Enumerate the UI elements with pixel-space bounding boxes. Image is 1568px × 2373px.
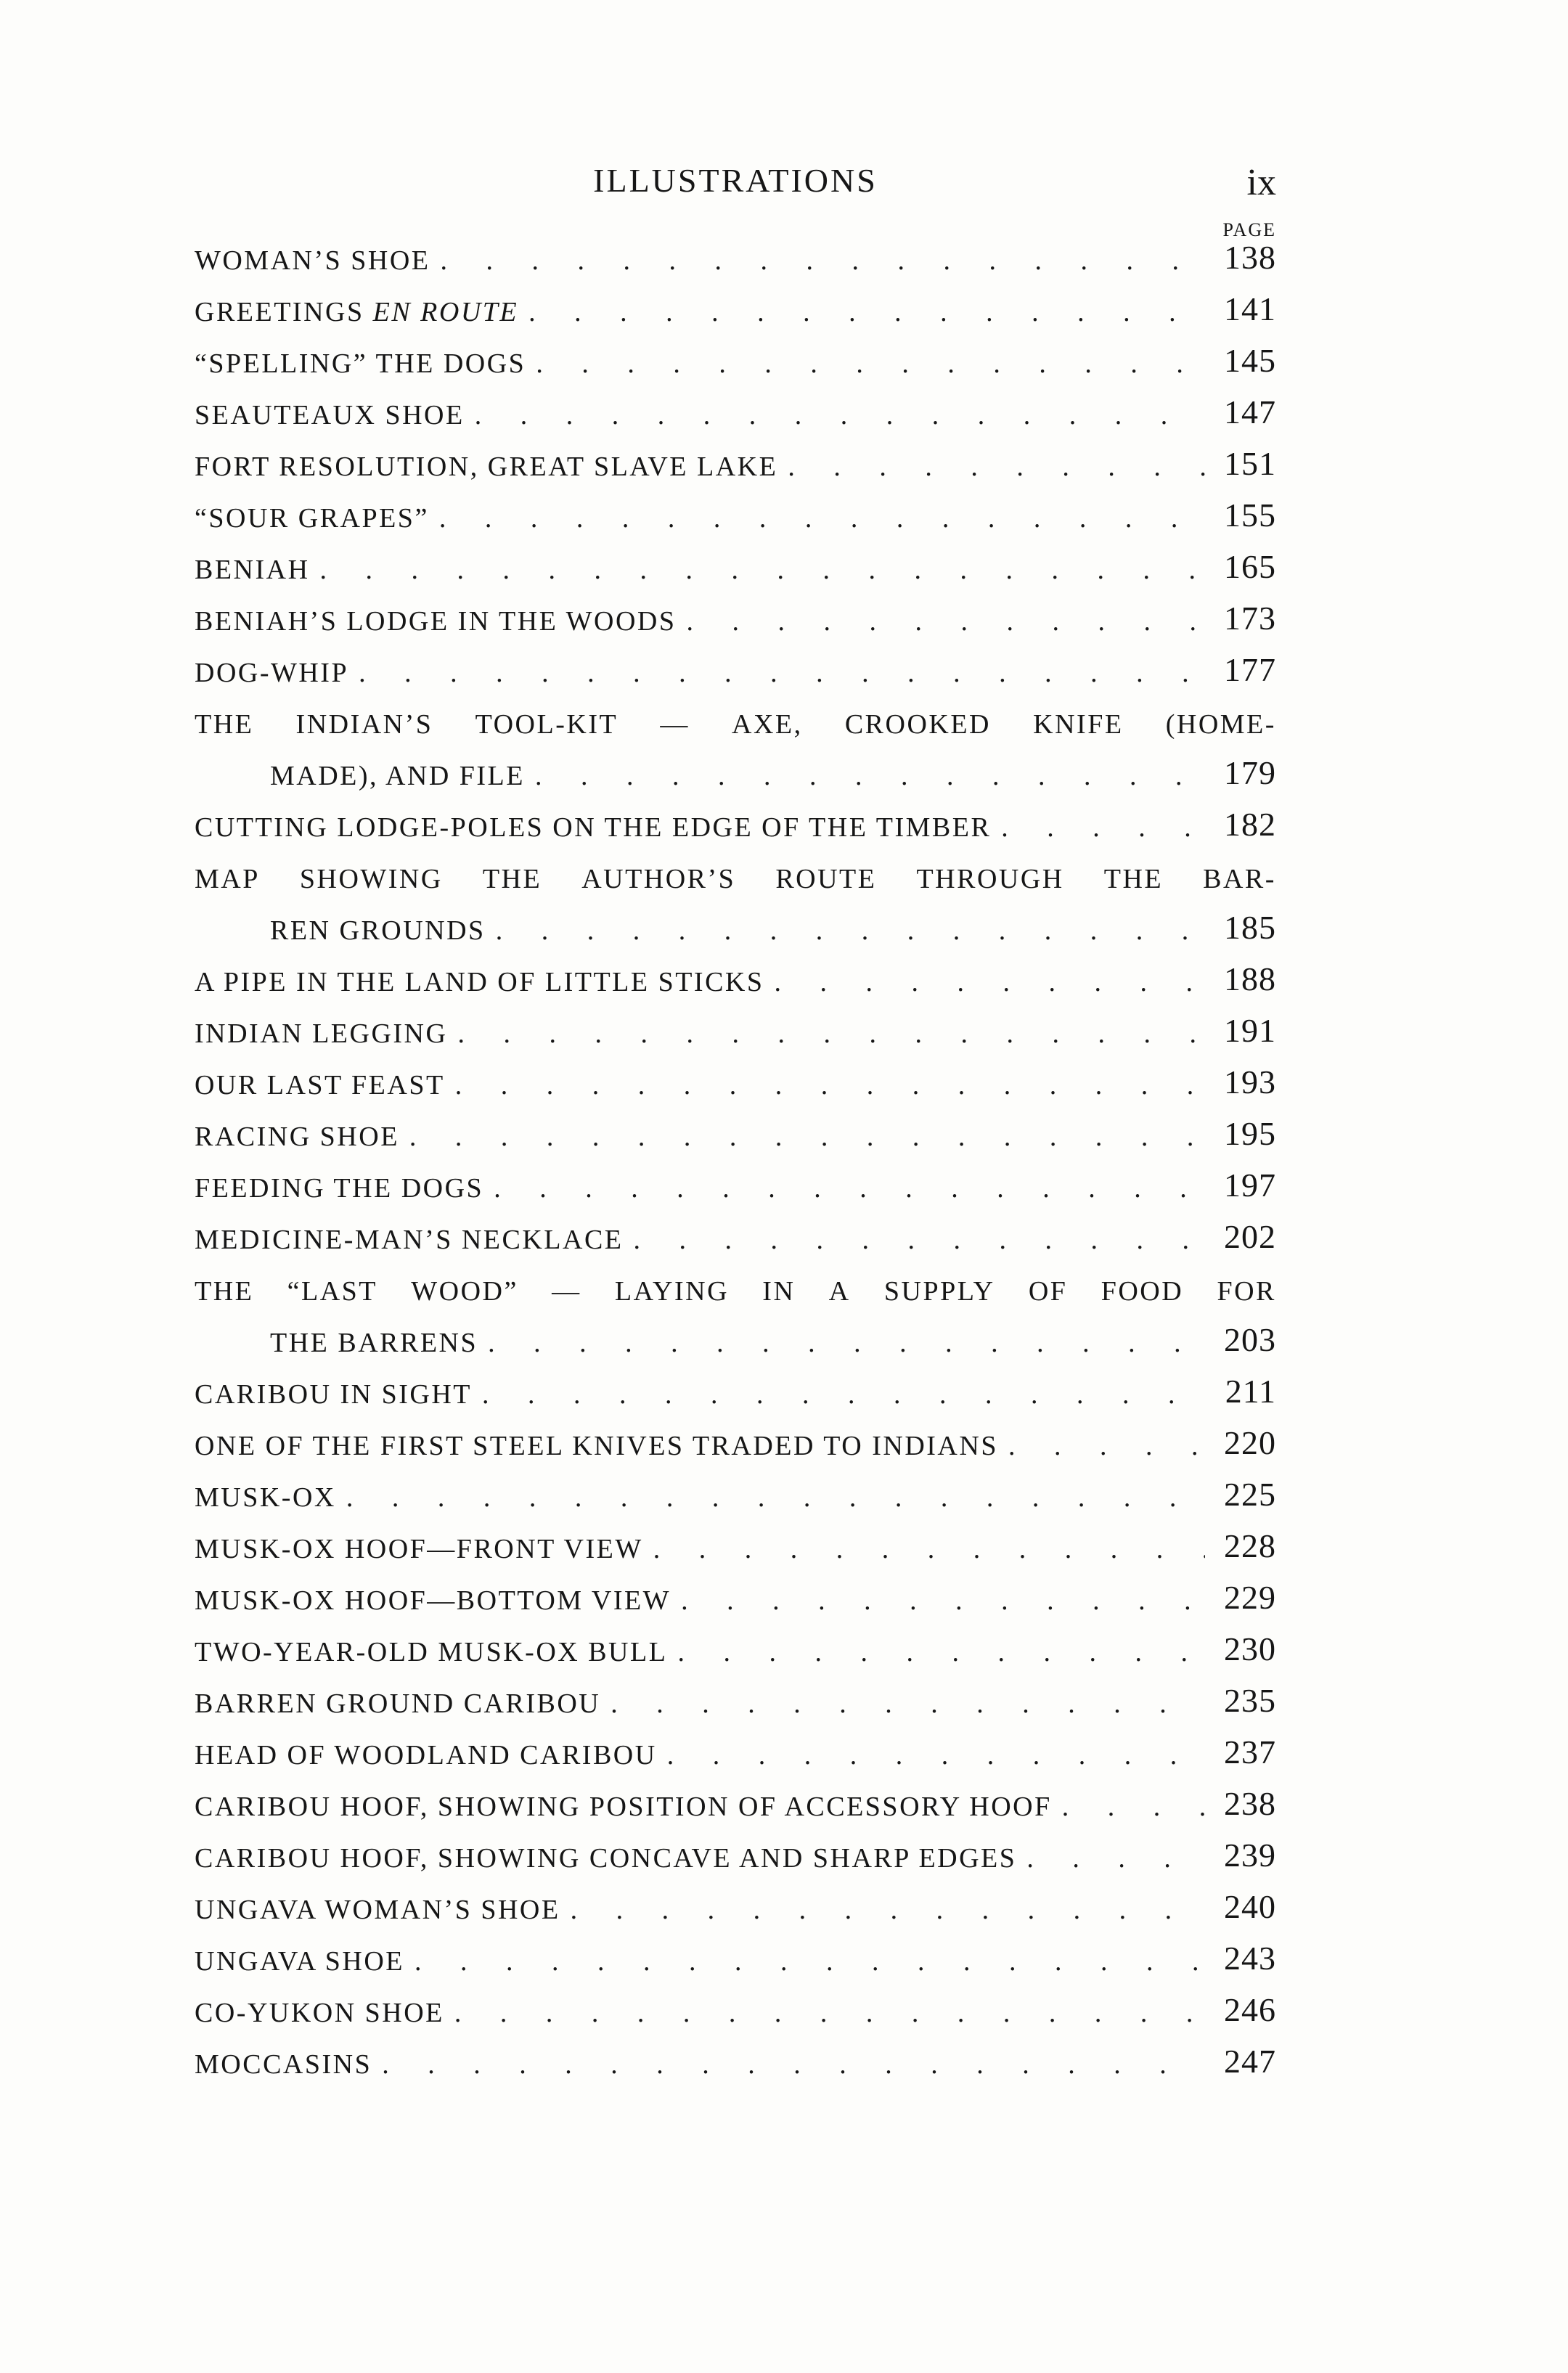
entry-word: OF (1028, 1276, 1068, 1307)
list-item (195, 855, 1276, 958)
entry-page-number: 138 (1224, 239, 1276, 276)
list-item (195, 1164, 1276, 1216)
entry-title: “SOUR GRAPES” (195, 503, 429, 534)
entry-page-number: 246 (1224, 1991, 1276, 2028)
dot-leader (1062, 1791, 1205, 1823)
list-item (195, 1267, 1276, 1371)
list-item (195, 1783, 1276, 1834)
entry-line (195, 1886, 1276, 1937)
entry-page-number: 240 (1224, 1888, 1276, 1925)
entry-word: CROOKED (844, 709, 991, 740)
list-item (195, 2041, 1276, 2092)
entry-word: INDIAN’S (295, 709, 433, 740)
entry-page-number: 141 (1224, 290, 1276, 327)
list-item (195, 1628, 1276, 1680)
entry-title: WOMAN’S SHOE (195, 245, 430, 276)
entry-line (195, 1061, 1276, 1113)
entry-page-number: 237 (1224, 1733, 1276, 1770)
entry-title: INDIAN LEGGING (195, 1018, 448, 1049)
entry-word: MAP (195, 864, 260, 894)
dot-leader (788, 451, 1205, 483)
entry-title: OUR LAST FEAST (195, 1070, 445, 1100)
entry-line (195, 494, 1276, 546)
entry-line-1 (195, 701, 1276, 752)
entry-title: MUSK-OX HOOF—BOTTOM VIEW (195, 1585, 671, 1616)
list-item (195, 1577, 1276, 1628)
list-item (195, 1989, 1276, 2041)
entry-line (195, 1989, 1276, 2041)
entry-line-1 (195, 1267, 1276, 1319)
entry-page-number: 145 (1224, 342, 1276, 379)
entry-title: MEDICINE-MAN’S NECKLACE (195, 1225, 624, 1255)
list-item (195, 804, 1276, 855)
entry-title: UNGAVA WOMAN’S SHOE (195, 1895, 560, 1925)
entry-page-number: 177 (1224, 651, 1276, 688)
entry-title: REN GROUNDS (270, 915, 486, 946)
entry-word: SUPPLY (883, 1276, 995, 1307)
entry-title: BARREN GROUND CARIBOU (195, 1688, 601, 1719)
dot-leader (687, 605, 1206, 637)
entry-word: THE (1103, 864, 1164, 894)
entry-title: FEEDING THE DOGS (195, 1173, 484, 1204)
list-item (195, 1061, 1276, 1113)
entry-line-2 (195, 907, 1276, 958)
entry-word: IN (762, 1276, 796, 1307)
entry-title: MUSK-OX (195, 1482, 336, 1513)
entry-page-number: 238 (1224, 1785, 1276, 1822)
entry-word: — (660, 709, 690, 740)
entry-title: CARIBOU IN SIGHT (195, 1379, 472, 1410)
entry-line (195, 1113, 1276, 1164)
entry-word: ROUTE (775, 864, 877, 894)
running-title: ILLUSTRATIONS (593, 162, 878, 199)
entry-word: LAYING (614, 1276, 730, 1307)
entry-word: — (552, 1276, 581, 1307)
dot-leader (439, 502, 1205, 534)
entry-line (195, 443, 1276, 494)
dot-leader (536, 348, 1205, 380)
entry-title: RACING SHOE (195, 1122, 399, 1152)
dot-leader (1026, 1842, 1205, 1874)
dot-leader (475, 399, 1205, 431)
entry-page-number: 220 (1224, 1424, 1276, 1461)
entry-line-2 (195, 752, 1276, 804)
entry-line (195, 2041, 1276, 2092)
entry-page-number: 211 (1225, 1373, 1276, 1410)
dot-leader (488, 1327, 1205, 1359)
list-item (195, 1422, 1276, 1474)
dot-leader (1001, 812, 1205, 844)
list-item (195, 391, 1276, 443)
dot-leader (346, 1482, 1205, 1514)
dot-leader (528, 296, 1205, 328)
entry-page-number: 202 (1224, 1218, 1276, 1255)
list-item (195, 1216, 1276, 1267)
list-item (195, 1113, 1276, 1164)
entry-word: FOR (1217, 1276, 1276, 1307)
entry-line (195, 288, 1276, 340)
list-item (195, 288, 1276, 340)
entry-line (195, 1834, 1276, 1886)
entry-line (195, 1371, 1276, 1422)
entry-page-number: 165 (1224, 548, 1276, 585)
list-item (195, 443, 1276, 494)
entry-title: BENIAH (195, 555, 310, 585)
dot-leader (382, 2049, 1205, 2080)
dot-leader (494, 1172, 1205, 1204)
list-item (195, 340, 1276, 391)
entry-word: “LAST (287, 1276, 378, 1307)
dot-leader (457, 1018, 1205, 1050)
entry-line (195, 1422, 1276, 1474)
dot-leader (677, 1636, 1205, 1668)
dot-leader (496, 915, 1205, 947)
entry-word: WOOD” (411, 1276, 518, 1307)
entry-line-1 (195, 855, 1276, 907)
entry-word: A (828, 1276, 851, 1307)
dot-leader (455, 1069, 1205, 1101)
entry-page-number: 197 (1224, 1167, 1276, 1204)
entry-title: HEAD OF WOODLAND CARIBOU (195, 1740, 657, 1770)
entry-page-number: 239 (1224, 1837, 1276, 1874)
list-item (195, 701, 1276, 804)
dot-leader (441, 245, 1206, 277)
entry-title: THE BARRENS (270, 1328, 478, 1358)
dot-leader (1008, 1430, 1205, 1462)
entry-line (195, 1731, 1276, 1783)
entry-line (195, 1010, 1276, 1061)
entry-page-number: 235 (1224, 1682, 1276, 1719)
dot-leader (359, 657, 1205, 689)
entry-word: AXE, (732, 709, 803, 740)
entry-line (195, 1783, 1276, 1834)
entry-title: UNGAVA SHOE (195, 1946, 404, 1977)
list-item (195, 1937, 1276, 1989)
entry-word: KNIFE (1033, 709, 1124, 740)
list-item (195, 649, 1276, 701)
entry-title: ONE OF THE FIRST STEEL KNIVES TRADED TO INDIANS (195, 1431, 998, 1461)
entry-title: SEAUTEAUX SHOE (195, 400, 465, 430)
entry-title: MADE), AND FILE (270, 761, 525, 791)
entry-page-number: 179 (1224, 754, 1276, 791)
entry-page-number: 203 (1224, 1321, 1276, 1358)
entry-line (195, 1164, 1276, 1216)
entry-line (195, 1474, 1276, 1525)
list-item (195, 1731, 1276, 1783)
dot-leader (653, 1533, 1205, 1565)
entry-line (195, 958, 1276, 1010)
entry-line (195, 391, 1276, 443)
entry-page-number: 230 (1224, 1630, 1276, 1667)
page-column-label: PAGE (1222, 219, 1276, 240)
illustrations-list (195, 237, 1276, 2092)
entry-title: CO-YUKON SHOE (195, 1998, 444, 2028)
entry-page-number: 243 (1224, 1940, 1276, 1977)
entry-line (195, 804, 1276, 855)
entry-title: TWO-YEAR-OLD MUSK-OX BULL (195, 1637, 668, 1667)
entry-word: THE (482, 864, 542, 894)
entry-page-number: 228 (1224, 1527, 1276, 1564)
entry-title: DOG-WHIP (195, 658, 349, 688)
entry-line (195, 597, 1276, 649)
folio-page-number: ix (1246, 162, 1276, 203)
dot-leader (320, 554, 1205, 586)
entry-word: THE (195, 1276, 254, 1307)
entry-word: (HOME- (1165, 709, 1276, 740)
entry-word: TOOL-KIT (475, 709, 618, 740)
entry-page-number: 155 (1224, 497, 1276, 534)
entry-page-number: 229 (1224, 1579, 1276, 1616)
entry-word: BAR- (1203, 864, 1276, 894)
list-item (195, 546, 1276, 597)
entry-title: GREETINGS EN ROUTE (195, 297, 519, 327)
entry-title: “SPELLING” THE DOGS (195, 348, 526, 379)
dot-leader (415, 1945, 1205, 1977)
list-item (195, 1474, 1276, 1525)
dot-leader (634, 1224, 1205, 1256)
list-item (195, 1834, 1276, 1886)
entry-word: SHOWING (299, 864, 443, 894)
entry-line (195, 546, 1276, 597)
dot-leader (611, 1688, 1205, 1720)
entry-page-number: 247 (1224, 2043, 1276, 2080)
list-item (195, 597, 1276, 649)
entry-title: A PIPE IN THE LAND OF LITTLE STICKS (195, 967, 764, 997)
entry-line (195, 340, 1276, 391)
entry-title: MUSK-OX HOOF—FRONT VIEW (195, 1534, 643, 1564)
entry-line (195, 1628, 1276, 1680)
entry-page-number: 193 (1224, 1063, 1276, 1100)
entry-word: FOOD (1101, 1276, 1184, 1307)
entry-line (195, 1680, 1276, 1731)
list-item (195, 1680, 1276, 1731)
entry-page-number: 191 (1224, 1012, 1276, 1049)
entry-line (195, 1525, 1276, 1577)
dot-leader (681, 1585, 1205, 1617)
page-header (195, 161, 1276, 205)
dot-leader (454, 1997, 1205, 2029)
dot-leader (482, 1379, 1205, 1410)
entry-title: CARIBOU HOOF, SHOWING POSITION OF ACCESSORY HOOF (195, 1792, 1052, 1822)
list-item (195, 237, 1276, 288)
dot-leader (409, 1121, 1205, 1153)
entry-title: BENIAH’S LODGE IN THE WOODS (195, 606, 677, 637)
entry-line (195, 1577, 1276, 1628)
entry-page-number: 147 (1224, 393, 1276, 430)
entry-line (195, 1937, 1276, 1989)
entry-line (195, 649, 1276, 701)
entry-line (195, 237, 1276, 288)
list-item (195, 1371, 1276, 1422)
entry-page-number: 188 (1224, 960, 1276, 997)
entry-title: MOCCASINS (195, 2049, 372, 2080)
entry-title-italic: EN ROUTE (372, 297, 519, 327)
entry-word: THROUGH (916, 864, 1064, 894)
dot-leader (535, 760, 1205, 792)
entry-title: CUTTING LODGE-POLES ON THE EDGE OF THE TIMBER (195, 812, 992, 843)
entry-page-number: 182 (1224, 806, 1276, 843)
entry-line-2 (195, 1319, 1276, 1371)
entry-page-number: 151 (1224, 445, 1276, 482)
entry-word: THE (195, 709, 254, 740)
entry-page-number: 225 (1224, 1476, 1276, 1513)
entry-page-number: 185 (1224, 909, 1276, 946)
entry-title: CARIBOU HOOF, SHOWING CONCAVE AND SHARP EDGES (195, 1843, 1017, 1874)
list-item (195, 1010, 1276, 1061)
list-item (195, 1886, 1276, 1937)
entry-page-number: 195 (1224, 1115, 1276, 1152)
entry-line (195, 1216, 1276, 1267)
dot-leader (775, 966, 1205, 998)
entry-page-number: 173 (1224, 600, 1276, 637)
list-item (195, 1525, 1276, 1577)
entry-title: FORT RESOLUTION, GREAT SLAVE LAKE (195, 452, 778, 482)
dot-leader (571, 1894, 1205, 1926)
list-item (195, 494, 1276, 546)
dot-leader (667, 1739, 1205, 1771)
list-item (195, 958, 1276, 1010)
entry-word: AUTHOR’S (581, 864, 736, 894)
